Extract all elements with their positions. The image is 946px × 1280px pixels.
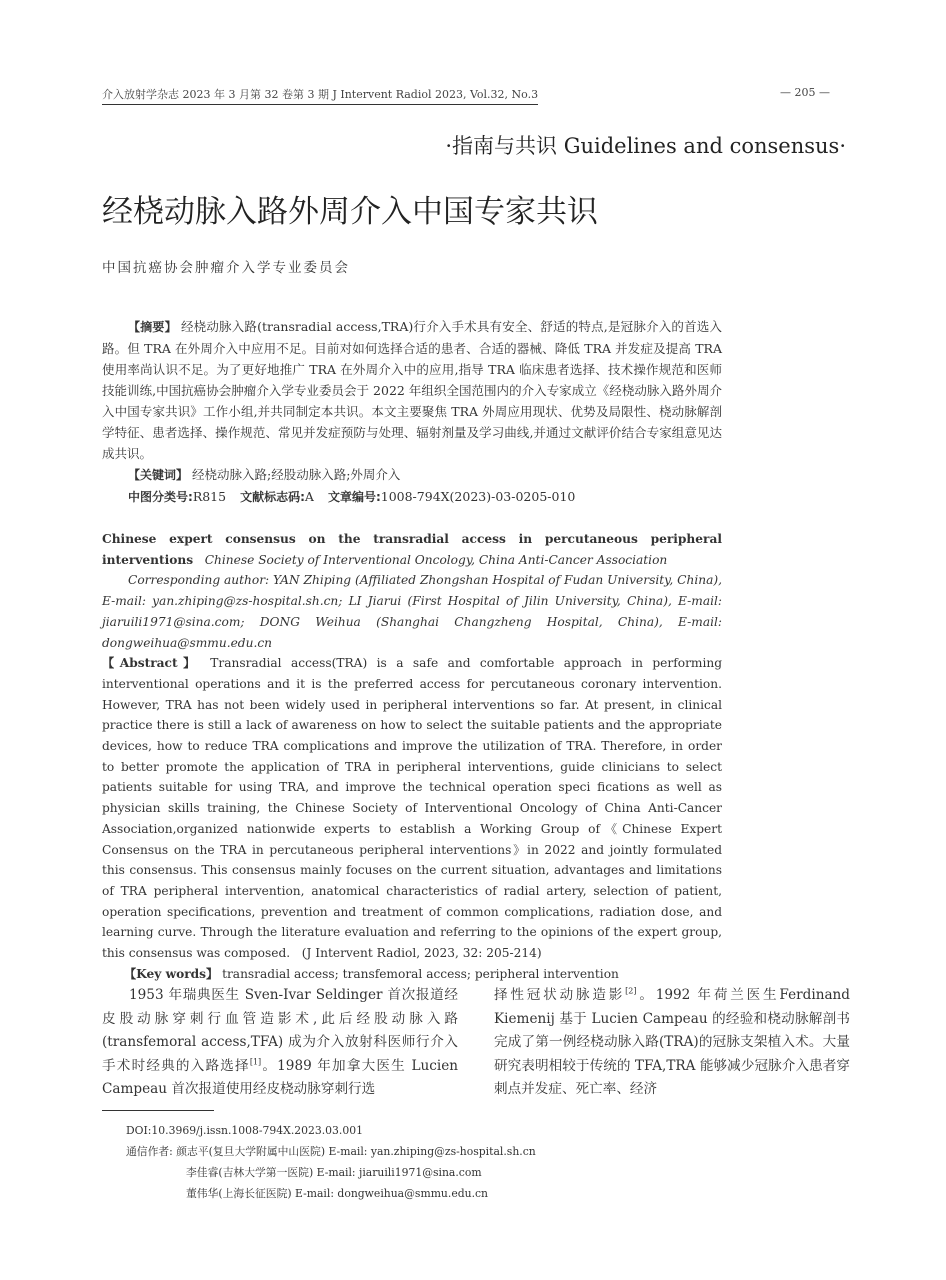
corresponding-authors: Corresponding author: YAN Zhiping (Affiliated Zhongshan Hospital of Fudan University, China), E-mail: yan.zhiping@zs-hospital.sh.cn; LI Jiarui (First Hospital of Jilin University, China), E-mail: jiaruili1971@sina.com; DONG Weihua (Shanghai Changzheng Hospital, China), E-mail: dongweihua@smmu.edu.cn bbox=[102, 573, 722, 650]
english-citation: (J Intervent Radiol, 2023, 32: 205-214) bbox=[301, 946, 542, 961]
article-title: 经桡动脉入路外周介入中国专家共识 bbox=[102, 194, 598, 230]
body-column-left bbox=[102, 984, 458, 1102]
footnotes bbox=[126, 1120, 726, 1204]
english-title-line bbox=[102, 529, 722, 570]
classification-line bbox=[102, 486, 722, 508]
footnote-corresponding-1: 通信作者: 颜志平(复旦大学附属中山医院) E-mail: yan.zhiping@zs-hospital.sh.cn bbox=[126, 1145, 536, 1158]
english-abstract-text: Transradial access(TRA) is a safe and comfortable approach in performing interventional operations and it is the preferred access for percutaneous coronary intervention. However, TRA has not been widely used in peripheral interventions so far. At present, in clinical practice there is still a lack of awareness on how to select the suitable patients and the appropriate devices, how to reduce TRA complications and improve the utilization of TRA. Therefore, in order to better promote the application of TRA in peripheral interventions, guide clinicians to select patients suitable for using TRA, and improve the technical operation speci fications as well as physician skills training, the Chinese Society of Interventional Oncology of China Anti-Cancer Association,organized nationwide experts to establish a Working Group of《Chinese Expert Consensus on the TRA in percutaneous peripheral interventions》in 2022 and jointly formulated this consensus. This consensus mainly focuses on the current situation, advantages and limitations of TRA peripheral intervention, anatomical characteristics of radial artery, selection of patient, operation specifications, prevention and treatment of common complications, radiation dose, and learning curve. Through the literature evaluation and referring to the opinions of the expert group, this consensus was composed. bbox=[102, 656, 722, 961]
page-number: — 205 — bbox=[780, 86, 830, 99]
keywords-label: 【关键词】 bbox=[128, 468, 189, 482]
english-keywords-label: 【Key words】 bbox=[124, 966, 219, 981]
abstract-text: 经桡动脉入路(transradial access,TRA)行介入手术具有安全、舒适的特点,是冠脉介入的首选入路。但 TRA 在外周介入中应用不足。目前对如何选择合适的患者、合适的器械、降低 TRA 并发症及提高 TRA 使用率尚认识不足。为了更好地推广 TRA 在外周介入中的应用,指导 TRA 临床患者选择、技术操作规范和医师技能训练,中国抗癌协会肿瘤介入学专业委员会于 2022 年组织全国范围内的介入专家成立《经桡动脉入路外周介入中国专家共识》工作小组,并共同制定本共识。本文主要聚焦 TRA 外周应用现状、优势及局限性、桡动脉解剖学特征、患者选择、操作规范、常见并发症预防与处理、辐射剂量及学习曲线,并通过文献评价结合专家组意见达成共识。 bbox=[102, 319, 722, 461]
footnote-corresponding-3: 董伟华(上海长征医院) E-mail: dongweihua@smmu.edu.cn bbox=[186, 1187, 489, 1200]
keywords-line bbox=[102, 464, 722, 486]
english-title: Chinese expert consensus on the transradial access in percutaneous peripheral interventions bbox=[102, 532, 722, 567]
journal-citation: 介入放射学杂志 2023 年 3 月第 32 卷第 3 期 J Intervent Radiol 2023, Vol.32, No.3 bbox=[102, 86, 538, 105]
chinese-abstract-paragraph bbox=[102, 316, 722, 464]
footnote-rule bbox=[102, 1110, 214, 1111]
doi: DOI:10.3969/j.issn.1008-794X.2023.03.001 bbox=[126, 1124, 363, 1137]
section-label: ·指南与共识 Guidelines and consensus· bbox=[445, 134, 846, 158]
body-text: 。1992 年荷兰医生Ferdinand Kiemenij 基于 Lucien Campeau 的经验和桡动脉解剖书完成了第一例经桡动脉入路(TRA)的冠脉支架植入术。大量研究表明相较于传统的 TFA,TRA 能够减少冠脉介入患者穿刺点并发症、死亡率、经济 bbox=[494, 987, 851, 1098]
reference-marker: [2] bbox=[625, 986, 637, 996]
articleno-value: 1008-794X(2023)-03-0205-010 bbox=[380, 489, 576, 504]
chinese-abstract bbox=[102, 316, 722, 508]
body-text: 1953 年瑞典医生 Sven-Ivar Seldinger 首次报道经皮股动脉穿刺行血管造影术,此后经股动脉入路(transfemoral access,TFA) 成为介入放射科医师行介入手术时经典的入路选择 bbox=[102, 987, 458, 1074]
author-society: 中国抗癌协会肿瘤介入学专业委员会 bbox=[102, 260, 350, 276]
abstract-label: 【摘要】 bbox=[128, 320, 177, 334]
keywords-text: 经桡动脉入路;经股动脉入路;外周介入 bbox=[192, 467, 401, 482]
doccode-label: 文献标志码: bbox=[240, 490, 305, 504]
articleno-label: 文章编号: bbox=[327, 490, 381, 504]
running-head bbox=[102, 86, 830, 104]
english-keywords bbox=[102, 964, 722, 985]
clc-value: R815 bbox=[192, 489, 227, 504]
english-abstract bbox=[102, 653, 722, 964]
english-society: Chinese Society of Interventional Oncology, China Anti-Cancer Association bbox=[204, 552, 668, 567]
body-text: 择性冠状动脉造影 bbox=[494, 987, 626, 1003]
body-text: 。1989 年加拿大医生 Lucien Campeau 首次报道使用经皮桡动脉穿刺行选 bbox=[102, 1057, 458, 1098]
reference-marker: [1] bbox=[249, 1057, 262, 1067]
english-keywords-text: transradial access; transfemoral access; peripheral intervention bbox=[222, 966, 619, 981]
english-abstract-label: 【Abstract】 bbox=[102, 656, 201, 671]
clc-label: 中图分类号: bbox=[128, 490, 193, 504]
english-front-matter bbox=[102, 529, 722, 984]
doccode-value: A bbox=[304, 489, 314, 504]
footnote-corresponding-2: 李佳睿(吉林大学第一医院) E-mail: jiaruili1971@sina.com bbox=[186, 1166, 482, 1179]
body-column-right bbox=[494, 984, 850, 1102]
